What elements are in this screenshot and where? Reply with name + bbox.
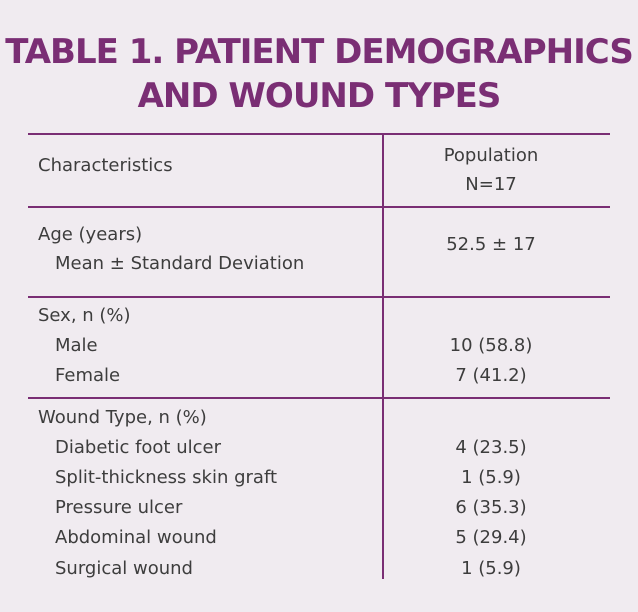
wound-row-value: 6 (35.3) [455, 497, 527, 518]
wound-row-label: Split-thickness skin graft [55, 467, 278, 488]
header-population: Population [443, 145, 539, 166]
sex-label: Sex, n (%) [38, 305, 131, 326]
age-section-rule [28, 296, 610, 298]
wound-row-label: Diabetic foot ulcer [55, 437, 221, 458]
age-sublabel: Mean ± Standard Deviation [55, 253, 305, 274]
table-title-line-1: TABLE 1. PATIENT DEMOGRAPHICS [5, 32, 633, 72]
wound-row-label: Abdominal wound [55, 527, 217, 548]
sex-row-value: 10 (58.8) [449, 335, 533, 356]
sex-row-label: Female [55, 365, 121, 386]
table-title-line-2: AND WOUND TYPES [137, 76, 501, 116]
wound-row-value: 1 (5.9) [461, 558, 521, 579]
header-bottom-rule [28, 206, 610, 208]
wound-row-label: Surgical wound [55, 558, 193, 579]
header-characteristics: Characteristics [38, 155, 173, 176]
wound-type-label: Wound Type, n (%) [38, 407, 207, 428]
wound-row-value: 5 (29.4) [455, 527, 527, 548]
wound-row-value: 4 (23.5) [455, 437, 527, 458]
header-top-rule [28, 133, 610, 135]
table-title [0, 30, 638, 118]
wound-row-value: 1 (5.9) [461, 467, 521, 488]
age-value: 52.5 ± 17 [446, 234, 536, 255]
age-label: Age (years) [38, 224, 143, 245]
sex-section-rule [28, 397, 610, 399]
sex-row-value: 7 (41.2) [455, 365, 527, 386]
wound-row-label: Pressure ulcer [55, 497, 183, 518]
sex-row-label: Male [55, 335, 98, 356]
header-n: N=17 [465, 174, 517, 195]
